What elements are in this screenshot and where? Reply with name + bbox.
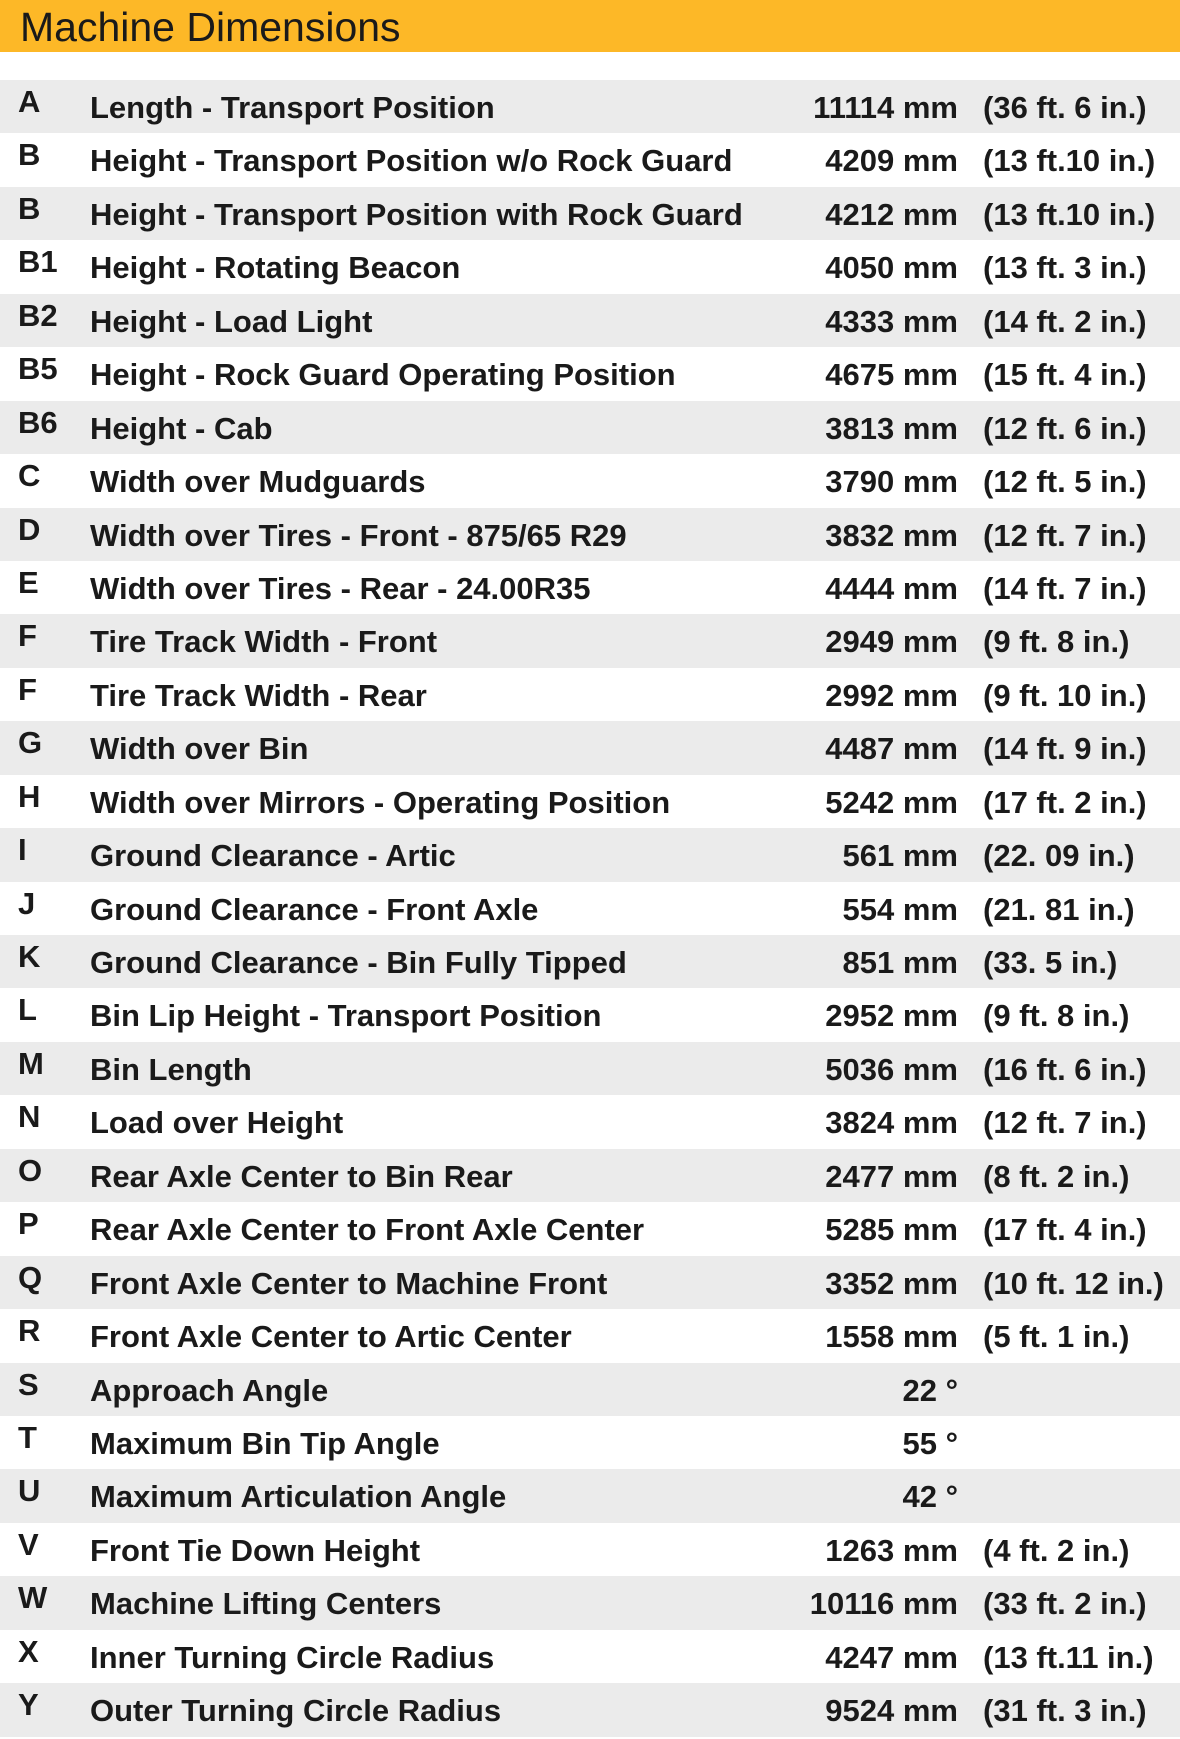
table-row [0,1683,1180,1736]
metric-value: 4212 mm [825,196,958,232]
dimension-label: Bin Lip Height - Transport Position [90,998,602,1034]
imperial-value: (13 ft.10 in.) [983,143,1156,179]
dimension-code: I [18,832,27,868]
metric-value: 5242 mm [825,784,958,820]
metric-value: 42 ° [902,1479,958,1515]
table-row [0,1363,1180,1416]
metric-value: 1263 mm [825,1532,958,1568]
dimension-code: F [18,671,37,707]
dimension-label: Ground Clearance - Front Axle [90,891,539,927]
dimension-code: R [18,1313,41,1349]
table-row [0,614,1180,667]
imperial-value: (5 ft. 1 in.) [983,1319,1130,1355]
imperial-value: (12 ft. 5 in.) [983,464,1147,500]
metric-value: 3790 mm [825,464,958,500]
imperial-value: (17 ft. 2 in.) [983,784,1147,820]
table-row [0,668,1180,721]
metric-value: 4209 mm [825,143,958,179]
imperial-value: (12 ft. 7 in.) [983,517,1147,553]
dimension-code: K [18,939,41,974]
dimension-label: Tire Track Width - Front [90,624,438,660]
table-row [0,1202,1180,1255]
dimension-label: Inner Turning Circle Radius [90,1639,495,1675]
metric-value: 2952 mm [825,998,958,1034]
dimension-code: B1 [18,244,58,280]
dimension-code: P [18,1206,39,1242]
metric-value: 851 mm [842,945,958,980]
imperial-value: (9 ft. 8 in.) [983,998,1130,1034]
metric-value: 554 mm [842,891,958,927]
dimension-code: L [18,992,37,1028]
table-row [0,1149,1180,1202]
imperial-value: (33. 5 in.) [983,945,1118,980]
table-row [0,1576,1180,1629]
imperial-value: (13 ft. 3 in.) [983,250,1147,286]
dimension-code: B5 [18,351,58,387]
dimension-label: Height - Rock Guard Operating Position [90,357,676,393]
dimension-label: Height - Transport Position with Rock Guard [90,196,743,232]
metric-value: 55 ° [902,1425,958,1461]
imperial-value: (31 ft. 3 in.) [983,1693,1147,1729]
dimension-label: Front Axle Center to Machine Front [90,1265,608,1301]
dimension-code: U [18,1473,41,1509]
dimension-label: Ground Clearance - Artic [90,838,456,874]
table-row [0,561,1180,614]
table-row [0,1095,1180,1148]
imperial-value: (16 ft. 6 in.) [983,1051,1147,1087]
table-row [0,1309,1180,1362]
imperial-value: (12 ft. 6 in.) [983,410,1147,446]
dimension-code: X [18,1633,39,1669]
metric-value: 4333 mm [825,303,958,339]
imperial-value: (12 ft. 7 in.) [983,1105,1147,1141]
header-bar [0,0,1180,52]
dimension-code: G [18,725,43,761]
metric-value: 4675 mm [825,357,958,393]
dimension-label: Machine Lifting Centers [90,1586,442,1622]
metric-value: 2477 mm [825,1158,958,1194]
metric-value: 3824 mm [825,1105,958,1141]
imperial-value: (22. 09 in.) [983,838,1135,874]
table-row [0,80,1180,133]
table-row [0,187,1180,240]
dimension-label: Height - Transport Position w/o Rock Guard [90,143,733,179]
table-row [0,988,1180,1041]
dimension-code: S [18,1366,39,1402]
table-row [0,133,1180,186]
dimension-code: H [18,778,41,814]
dimension-label: Rear Axle Center to Bin Rear [90,1158,513,1194]
metric-value: 4050 mm [825,250,958,286]
dimension-label: Front Tie Down Height [90,1532,421,1568]
metric-value: 2992 mm [825,677,958,713]
dimension-code: B [18,190,41,226]
imperial-value: (9 ft. 10 in.) [983,677,1147,713]
dimension-label: Height - Load Light [90,303,373,339]
dimension-label: Outer Turning Circle Radius [90,1693,502,1729]
imperial-value: (14 ft. 7 in.) [983,570,1147,606]
table-row [0,1416,1180,1469]
dimension-code: B2 [18,297,58,333]
dimension-code: B6 [18,404,58,440]
metric-value: 2949 mm [825,624,958,660]
dimension-label: Height - Rotating Beacon [90,250,461,286]
imperial-value: (17 ft. 4 in.) [983,1212,1147,1248]
dimension-label: Height - Cab [90,410,273,446]
imperial-value: (33 ft. 2 in.) [983,1586,1147,1622]
dimension-label: Front Axle Center to Artic Center [90,1319,572,1355]
dimension-code: B [18,137,41,173]
dimension-label: Rear Axle Center to Front Axle Center [90,1212,645,1248]
imperial-value: (9 ft. 8 in.) [983,624,1130,660]
dimension-label: Ground Clearance - Bin Fully Tipped [90,945,627,980]
dimension-code: F [18,618,37,654]
dimension-code: Y [18,1687,39,1723]
table-row [0,454,1180,507]
dimension-label: Maximum Articulation Angle [90,1479,507,1515]
metric-value: 4487 mm [825,731,958,767]
dimension-code: N [18,1099,41,1135]
metric-value: 561 mm [842,838,958,874]
metric-value: 9524 mm [825,1693,958,1729]
table-row [0,401,1180,454]
dimension-code: M [18,1045,44,1081]
dimension-code: D [18,511,41,547]
table-row [0,1256,1180,1309]
imperial-value: (21. 81 in.) [983,891,1135,927]
metric-value: 11114 mm [813,90,958,125]
metric-value: 10116 mm [809,1586,958,1622]
dimension-label: Width over Mirrors - Operating Position [90,784,671,820]
imperial-value: (8 ft. 2 in.) [983,1158,1130,1194]
metric-value: 3813 mm [825,410,958,446]
table-row [0,1523,1180,1576]
metric-value: 22 ° [902,1372,958,1408]
imperial-value: (36 ft. 6 in.) [983,90,1147,125]
table-row [0,240,1180,293]
dimension-code: E [18,564,39,600]
table-row [0,882,1180,935]
dimension-code: T [18,1419,37,1455]
table-row [0,935,1180,988]
table-row [0,721,1180,774]
page-title: Machine Dimensions [20,4,401,50]
imperial-value: (14 ft. 2 in.) [983,303,1147,339]
metric-value: 4247 mm [825,1639,958,1675]
dimensions-table [0,80,1180,1737]
dimension-code: V [18,1526,39,1562]
dimension-code: W [18,1580,48,1616]
dimension-label: Maximum Bin Tip Angle [90,1425,440,1461]
table-row [0,294,1180,347]
dimension-label: Approach Angle [90,1372,329,1408]
dimension-label: Load over Height [90,1105,344,1141]
metric-value: 3352 mm [825,1265,958,1301]
dimension-label: Width over Tires - Rear - 24.00R35 [90,570,591,606]
dimension-label: Tire Track Width - Rear [90,677,427,713]
dimension-code: C [18,458,41,494]
metric-value: 4444 mm [825,570,958,606]
table-row [0,828,1180,881]
dimension-code: O [18,1152,43,1188]
dimension-label: Width over Tires - Front - 875/65 R29 [90,517,627,553]
dimension-label: Bin Length [90,1051,252,1087]
imperial-value: (10 ft. 12 in.) [983,1265,1164,1301]
dimension-label: Width over Bin [90,731,309,767]
imperial-value: (4 ft. 2 in.) [983,1532,1130,1568]
dimension-code: J [18,885,36,921]
table-row [0,1630,1180,1683]
imperial-value: (14 ft. 9 in.) [983,731,1147,767]
table-row [0,1469,1180,1522]
table-row [0,508,1180,561]
imperial-value: (13 ft.11 in.) [983,1639,1154,1675]
metric-value: 1558 mm [825,1319,958,1355]
imperial-value: (13 ft.10 in.) [983,196,1156,232]
table-row [0,1042,1180,1095]
dimension-code: Q [18,1259,43,1295]
metric-value: 3832 mm [825,517,958,553]
table-row [0,775,1180,828]
dimension-label: Length - Transport Position [90,90,495,125]
metric-value: 5036 mm [825,1051,958,1087]
dimension-code: A [18,84,41,119]
metric-value: 5285 mm [825,1212,958,1248]
imperial-value: (15 ft. 4 in.) [983,357,1147,393]
table-row [0,347,1180,400]
dimension-label: Width over Mudguards [90,464,426,500]
